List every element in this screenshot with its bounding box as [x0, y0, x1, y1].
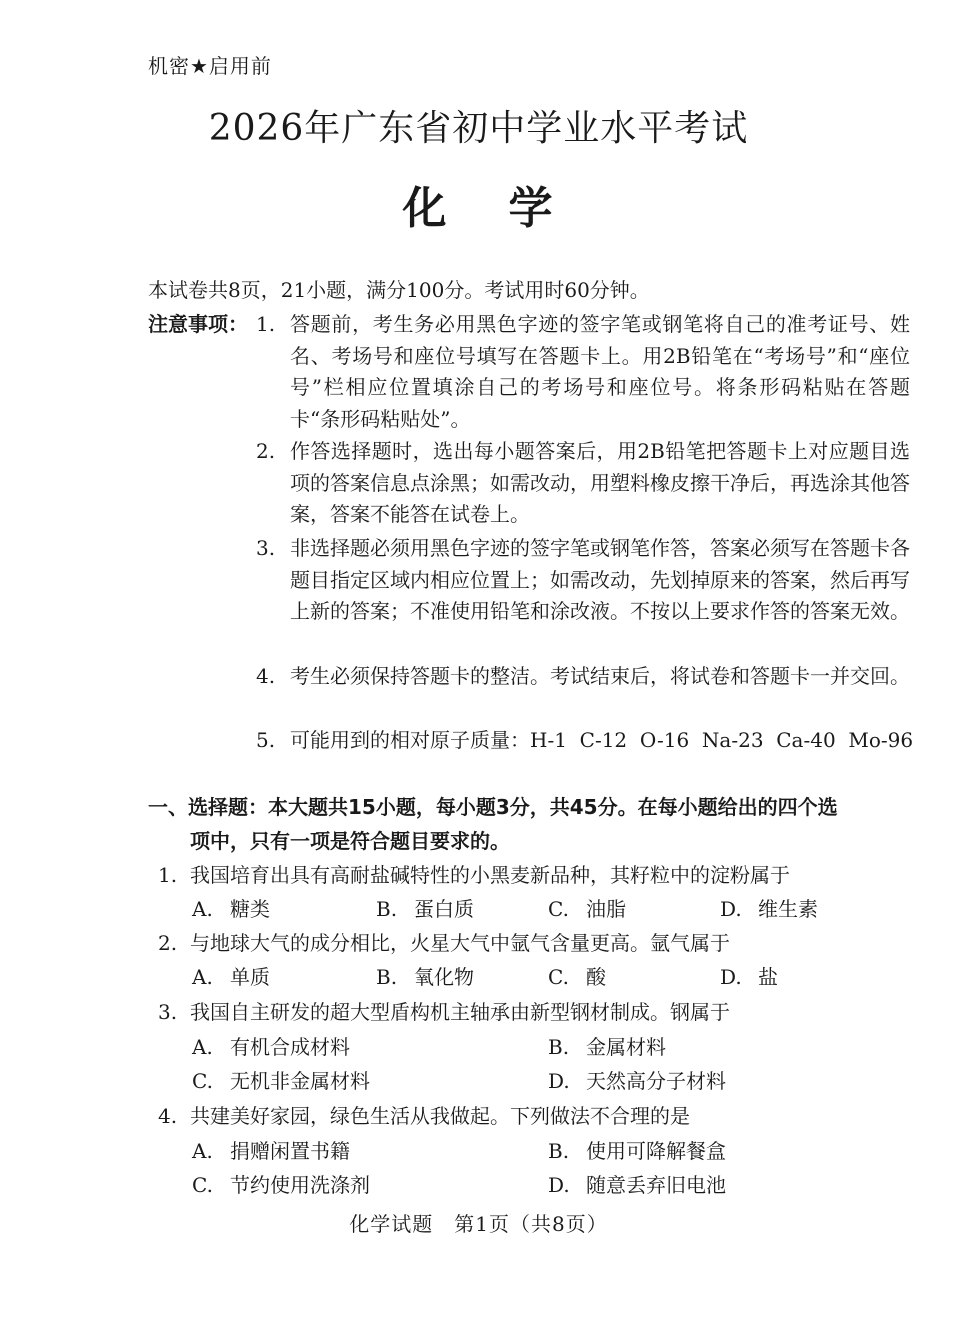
question-stem: 共建美好家园，绿色生活从我做起。下列做法不合理的是 — [190, 1104, 690, 1128]
question-stem: 我国培育出具有高耐盐碱特性的小黑麦新品种，其籽粒中的淀粉属于 — [190, 863, 790, 887]
question-3 — [158, 997, 730, 1027]
question-2 — [158, 928, 730, 958]
note-text-2: 作答选择题时，选出每小题答案后，用2B铅笔把答题卡上对应题目选项的答案信息点涂黑；如需改动，用塑料橡皮擦干净后，再选涂其他答案，答案不能答在试卷上。 — [290, 439, 910, 526]
note-number-5: 5. — [256, 728, 276, 752]
exam-title: 2026年广东省初中学业水平考试 — [208, 108, 749, 149]
question-4 — [158, 1101, 690, 1131]
q2-option-b: B. 氧化物 — [376, 965, 474, 989]
section-heading-line-1: 一、选择题：本大题共15小题，每小题3分，共45分。在每小题给出的四个选 — [148, 795, 838, 819]
q2-option-a: A. 单质 — [192, 965, 270, 989]
q3-option-b: B. 金属材料 — [548, 1035, 666, 1059]
note-text-1: 答题前，考生务必用黑色字迹的签字笔或钢笔将自己的准考证号、姓名、考场号和座位号填写在答题卡上。用2B铅笔在“考场号”和“座位号”栏相应位置填涂自己的考场号和座位号。将条形码粘贴在答题卡“条形码粘贴处”。 — [290, 312, 910, 431]
subject-char-2: 学 — [508, 183, 555, 234]
q1-option-a: A. 糖类 — [192, 897, 270, 921]
q3-option-d: D. 天然高分子材料 — [548, 1069, 726, 1093]
q1-option-d: D. 维生素 — [720, 897, 818, 921]
exam-intro: 本试卷共8页，21小题，满分100分。考试用时60分钟。 — [148, 278, 650, 302]
question-stem: 我国自主研发的超大型盾构机主轴承由新型钢材制成。钢属于 — [190, 1000, 730, 1024]
confidential-label: 机密★启用前 — [148, 54, 272, 78]
note-text-4: 考生必须保持答题卡的整洁。考试结束后，将试卷和答题卡一并交回。 — [290, 664, 910, 688]
section-heading — [148, 790, 910, 858]
question-number: 4. — [158, 1104, 178, 1128]
note-text-3: 非选择题必须用黑色字迹的签字笔或钢笔作答，答案必须写在答题卡各题目指定区域内相应位置上；如需改动，先划掉原来的答案，然后再写上新的答案；不准使用铅笔和涂改液。不按以上要求作答的答案无效。 — [290, 536, 910, 623]
q4-option-b: B. 使用可降解餐盒 — [548, 1139, 726, 1163]
question-number: 2. — [158, 931, 178, 955]
q2-option-c: C. 酸 — [548, 965, 606, 989]
question-stem: 与地球大气的成分相比，火星大气中氩气含量更高。氩气属于 — [190, 931, 730, 955]
q4-option-a: A. 捐赠闲置书籍 — [192, 1139, 350, 1163]
note-number-2: 2. — [256, 439, 276, 463]
q1-option-c: C. 油脂 — [548, 897, 626, 921]
q4-option-c: C. 节约使用洗涤剂 — [192, 1173, 370, 1197]
subject-title — [0, 172, 957, 236]
subject-char-1: 化 — [402, 183, 449, 234]
question-number: 3. — [158, 1000, 178, 1024]
notes-label: 注意事项： — [148, 312, 248, 336]
section-heading-line-2: 项中，只有一项是符合题目要求的。 — [190, 829, 510, 853]
question-number: 1. — [158, 863, 178, 887]
page-footer: 化学试题 第1页（共8页） — [349, 1212, 608, 1236]
note-number-1: 1. — [256, 312, 276, 336]
note-text-5: 可能用到的相对原子质量：H-1 C-12 O-16 Na-23 Ca-40 Mo-96 — [290, 728, 914, 752]
q3-option-a: A. 有机合成材料 — [192, 1035, 350, 1059]
q1-option-b: B. 蛋白质 — [376, 897, 474, 921]
q3-option-c: C. 无机非金属材料 — [192, 1069, 370, 1093]
question-1 — [158, 860, 790, 890]
note-number-4: 4. — [256, 664, 276, 688]
note-number-3: 3. — [256, 536, 276, 560]
q4-option-d: D. 随意丢弃旧电池 — [548, 1173, 726, 1197]
q2-option-d: D. 盐 — [720, 965, 778, 989]
